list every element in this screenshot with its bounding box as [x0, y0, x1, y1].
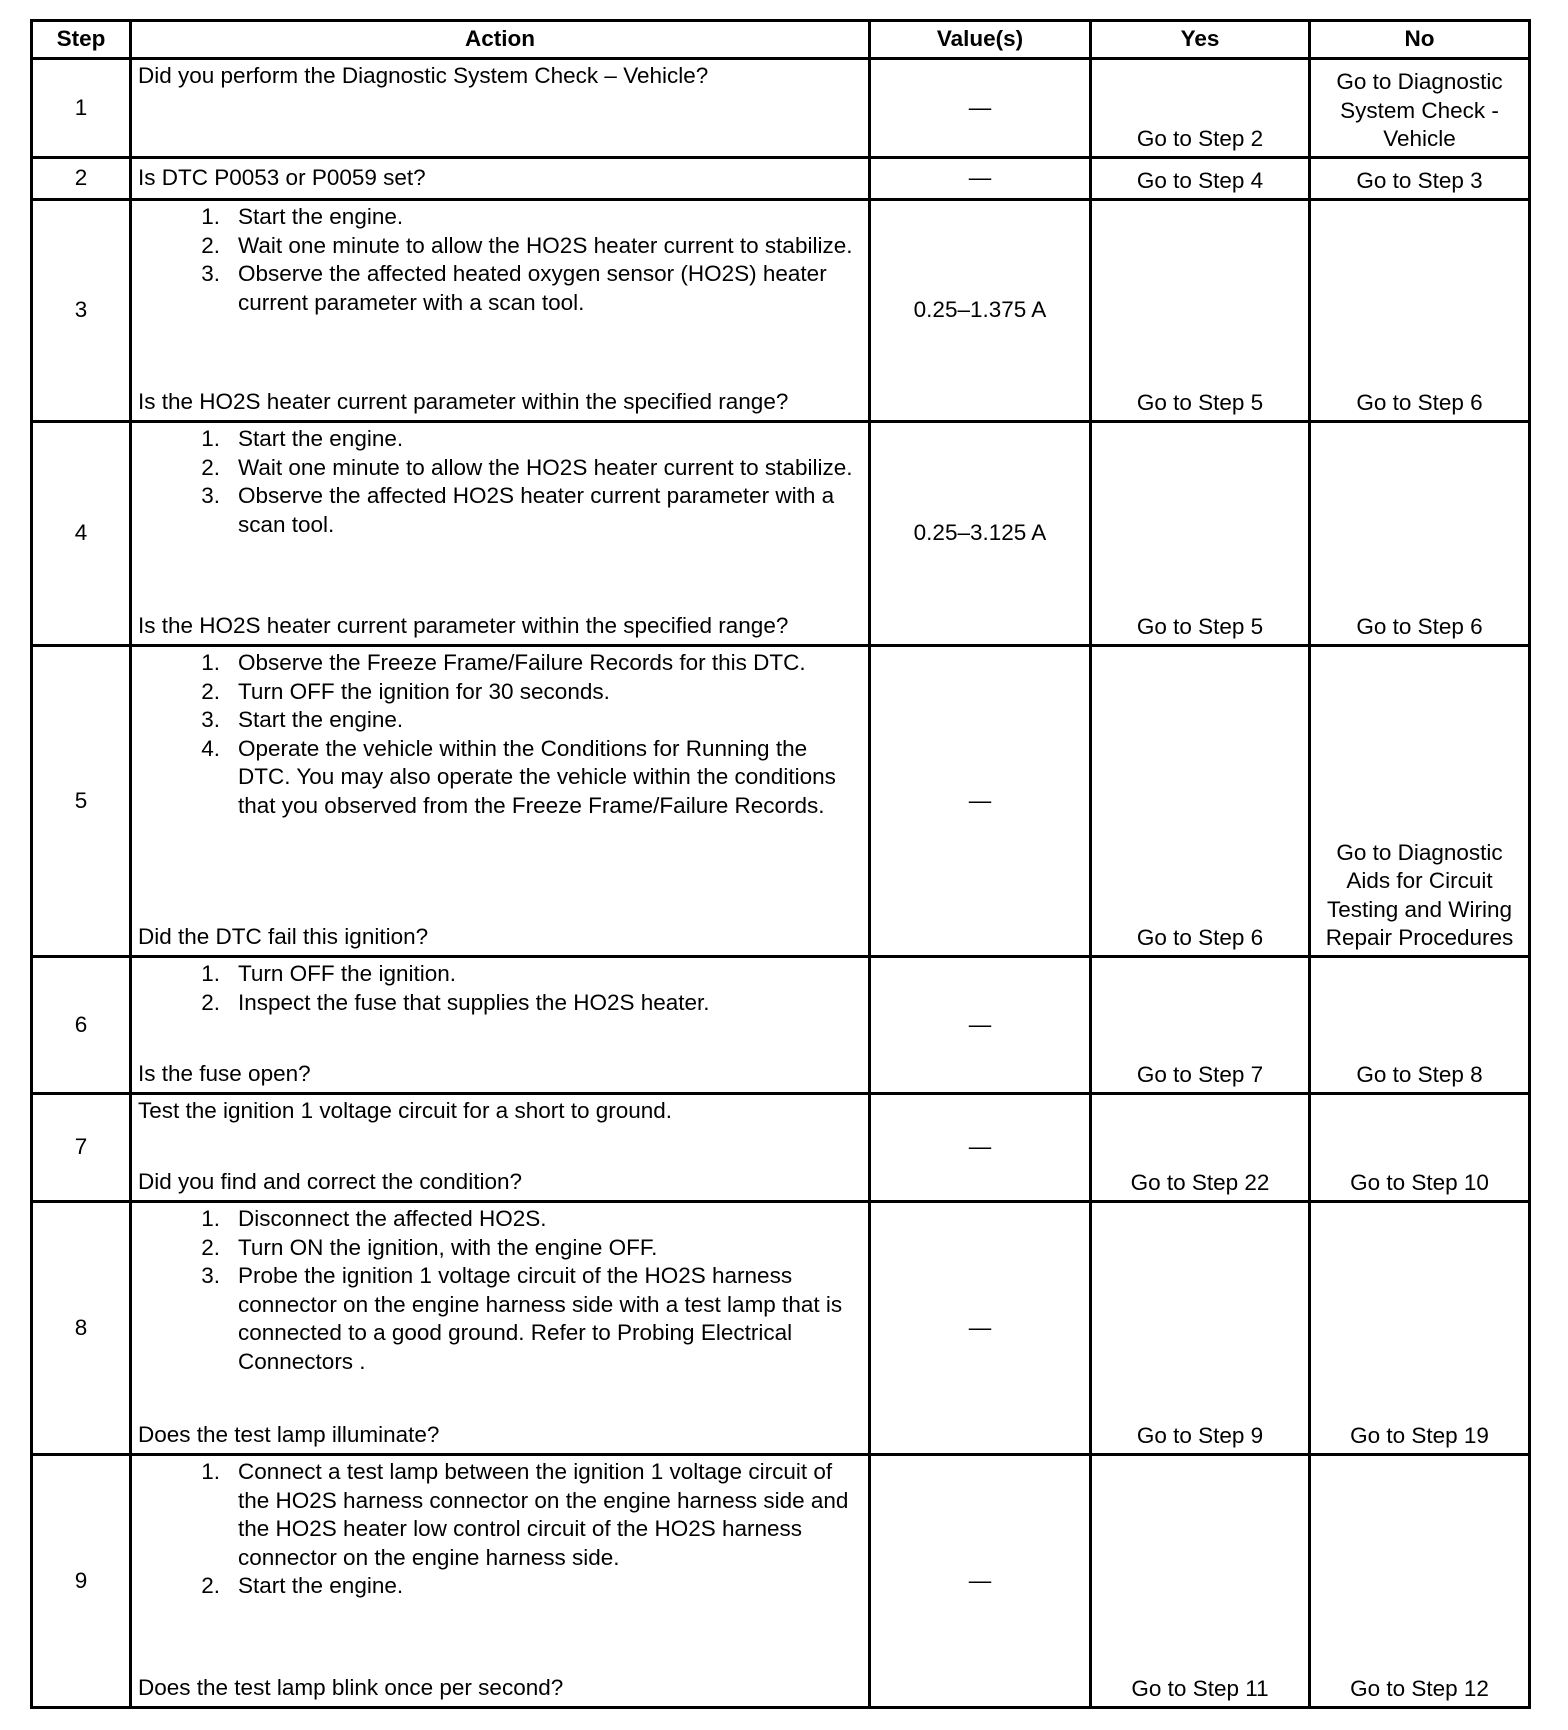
action-list-item: [138, 960, 862, 989]
value-cell: —: [870, 59, 1091, 158]
action-cell: [131, 158, 870, 200]
item-number: 1.: [201, 426, 220, 451]
value-cell: 0.25–1.375 A: [870, 200, 1091, 422]
table-row: [32, 957, 1530, 1094]
no-cell: Go to Step 6: [1310, 422, 1530, 646]
item-number: 1.: [201, 650, 220, 675]
table-row: [32, 1202, 1530, 1455]
item-text: Observe the affected HO2S heater current parameter with a scan tool.: [238, 483, 835, 537]
action-list-item: [138, 649, 862, 678]
item-number: 1.: [201, 204, 220, 229]
action-content: [138, 1097, 862, 1197]
action-cell: [131, 1455, 870, 1708]
value-cell: 0.25–3.125 A: [870, 422, 1091, 646]
action-content: [138, 425, 862, 641]
table-row: [32, 158, 1530, 200]
step-number: 3: [32, 200, 131, 422]
action-content: [138, 960, 862, 1089]
action-text: Did you perform the Diagnostic System Check – Vehicle?: [138, 63, 709, 88]
action-cell: [131, 1202, 870, 1455]
action-list-item: [138, 1205, 862, 1234]
step-number: 6: [32, 957, 131, 1094]
yes-cell: Go to Step 22: [1091, 1094, 1310, 1202]
action-list-item: [138, 1234, 862, 1263]
item-text: Turn ON the ignition, with the engine OFF.: [238, 1234, 658, 1260]
action-content: [138, 649, 862, 952]
no-cell: Go to Step 10: [1310, 1094, 1530, 1202]
action-cell: [131, 200, 870, 422]
action-list-item: [138, 1458, 862, 1572]
action-list-item: [138, 706, 862, 735]
action-question: Is the fuse open?: [138, 1061, 311, 1087]
item-text: Observe the affected heated oxygen sensor (HO2S) heater current parameter with a scan tool.: [238, 261, 827, 315]
yes-cell: Go to Step 11: [1091, 1455, 1310, 1708]
action-list-item: [138, 1572, 862, 1601]
action-text: Is DTC P0053 or P0059 set?: [138, 165, 426, 191]
action-list-item: [138, 425, 862, 454]
step-number: 7: [32, 1094, 131, 1202]
action-list-item: [138, 989, 862, 1018]
item-text: Probe the ignition 1 voltage circuit of the HO2S harness connector on the engine harness side with a test lamp that is connected to a good ground. Refer to Probing Electrical Connectors .: [238, 1263, 843, 1374]
item-text: Turn OFF the ignition for 30 seconds.: [238, 678, 610, 704]
action-list-item: [138, 1262, 862, 1376]
step-number: 2: [32, 158, 131, 200]
no-cell: Go to Step 6: [1310, 200, 1530, 422]
action-cell: [131, 957, 870, 1094]
item-text: Start the engine.: [238, 1573, 404, 1599]
step-number: 5: [32, 646, 131, 957]
item-number: 1.: [201, 1459, 220, 1484]
action-content: [138, 203, 862, 417]
item-number: 3.: [201, 1263, 220, 1289]
item-text: Start the engine.: [238, 426, 404, 451]
action-list-item: [138, 232, 862, 261]
action-cell: [131, 59, 870, 158]
value-cell: —: [870, 1202, 1091, 1455]
item-text: Disconnect the affected HO2S.: [238, 1206, 547, 1231]
item-number: 2.: [201, 1573, 220, 1599]
action-list: [138, 960, 862, 1017]
action-question: Does the test lamp illuminate?: [138, 1422, 440, 1448]
action-steps: [138, 1205, 862, 1377]
item-text: Observe the Freeze Frame/Failure Records for this DTC.: [238, 650, 806, 675]
item-number: 2.: [201, 454, 220, 480]
table-row: [32, 59, 1530, 158]
action-list: [138, 1458, 862, 1601]
action-cell: [131, 422, 870, 646]
action-steps: [138, 425, 862, 539]
action-steps: [138, 1458, 862, 1601]
table-row: [32, 1455, 1530, 1708]
yes-cell: Go to Step 5: [1091, 422, 1310, 646]
item-text: Start the engine.: [238, 204, 404, 229]
item-text: Wait one minute to allow the HO2S heater current to stabilize.: [238, 454, 853, 480]
action-question: Does the test lamp blink once per second?: [138, 1675, 564, 1701]
value-cell: —: [870, 158, 1091, 200]
value-cell: —: [870, 957, 1091, 1094]
no-cell: Go to Step 3: [1310, 158, 1530, 200]
header-row: [32, 21, 1530, 59]
action-steps: [138, 203, 862, 317]
yes-cell: Go to Step 5: [1091, 200, 1310, 422]
item-number: 1.: [201, 1206, 220, 1231]
action-content: [138, 1458, 862, 1703]
table-row: [32, 422, 1530, 646]
action-list: [138, 649, 862, 821]
item-text: Start the engine.: [238, 707, 404, 733]
action-question: Is the HO2S heater current parameter within the specified range?: [138, 613, 789, 639]
table-row: [32, 646, 1530, 957]
header-yes: Yes: [1091, 21, 1310, 59]
item-number: 1.: [201, 961, 220, 986]
action-list-item: [138, 678, 862, 707]
item-number: 2.: [201, 678, 220, 704]
action-list-item: [138, 454, 862, 483]
action-question: Did you find and correct the condition?: [138, 1169, 522, 1195]
step-number: 1: [32, 59, 131, 158]
no-cell: Go to Step 19: [1310, 1202, 1530, 1455]
table-row: [32, 200, 1530, 422]
action-text: Test the ignition 1 voltage circuit for a short to ground.: [138, 1098, 673, 1123]
step-number: 8: [32, 1202, 131, 1455]
item-text: Operate the vehicle within the Conditions for Running the DTC. You may also operate the vehicle within the conditions that you observed from the Freeze Frame/Failure Records.: [238, 735, 836, 818]
action-list-item: [138, 735, 862, 821]
step-number: 9: [32, 1455, 131, 1708]
header-step: Step: [32, 21, 131, 59]
item-number: 3.: [201, 261, 220, 287]
yes-cell: Go to Step 2: [1091, 59, 1310, 158]
item-number: 2.: [201, 232, 220, 258]
yes-cell: Go to Step 9: [1091, 1202, 1310, 1455]
header-no: No: [1310, 21, 1530, 59]
item-number: 2.: [201, 1234, 220, 1260]
value-cell: —: [870, 1455, 1091, 1708]
action-list: [138, 1205, 862, 1377]
no-cell: Go to Step 12: [1310, 1455, 1530, 1708]
action-question: Did the DTC fail this ignition?: [138, 924, 429, 950]
action-list: [138, 425, 862, 539]
item-number: 3.: [201, 483, 220, 509]
action-cell: [131, 1094, 870, 1202]
item-text: Turn OFF the ignition.: [238, 961, 457, 986]
action-steps: [138, 960, 862, 1017]
header-action: Action: [131, 21, 870, 59]
action-content: [138, 1205, 862, 1450]
diagnostic-table: [30, 19, 1531, 1709]
item-text: Connect a test lamp between the ignition 1 voltage circuit of the HO2S harness connector on the engine harness side and the HO2S heater low control circuit of the HO2S harness connector on the engine harness side.: [238, 1459, 849, 1570]
action-list-item: [138, 203, 862, 232]
item-number: 3.: [201, 707, 220, 733]
action-list-item: [138, 260, 862, 317]
action-steps: [138, 649, 862, 821]
action-steps: [138, 1097, 862, 1126]
yes-cell: Go to Step 4: [1091, 158, 1310, 200]
value-cell: —: [870, 646, 1091, 957]
header-values: Value(s): [870, 21, 1091, 59]
no-cell: Go to Step 8: [1310, 957, 1530, 1094]
item-number: 2.: [201, 989, 220, 1015]
no-cell: Go to Diagnostic Aids for Circuit Testing and Wiring Repair Procedures: [1310, 646, 1530, 957]
action-list: [138, 203, 862, 317]
action-question: Is the HO2S heater current parameter within the specified range?: [138, 389, 789, 415]
yes-cell: Go to Step 6: [1091, 646, 1310, 957]
no-cell: Go to Diagnostic System Check - Vehicle: [1310, 59, 1530, 158]
action-list-item: [138, 482, 862, 539]
step-number: 4: [32, 422, 131, 646]
item-text: Inspect the fuse that supplies the HO2S heater.: [238, 989, 710, 1015]
item-text: Wait one minute to allow the HO2S heater current to stabilize.: [238, 232, 853, 258]
value-cell: —: [870, 1094, 1091, 1202]
action-cell: [131, 646, 870, 957]
item-number: 4.: [201, 735, 220, 761]
table-row: [32, 1094, 1530, 1202]
yes-cell: Go to Step 7: [1091, 957, 1310, 1094]
